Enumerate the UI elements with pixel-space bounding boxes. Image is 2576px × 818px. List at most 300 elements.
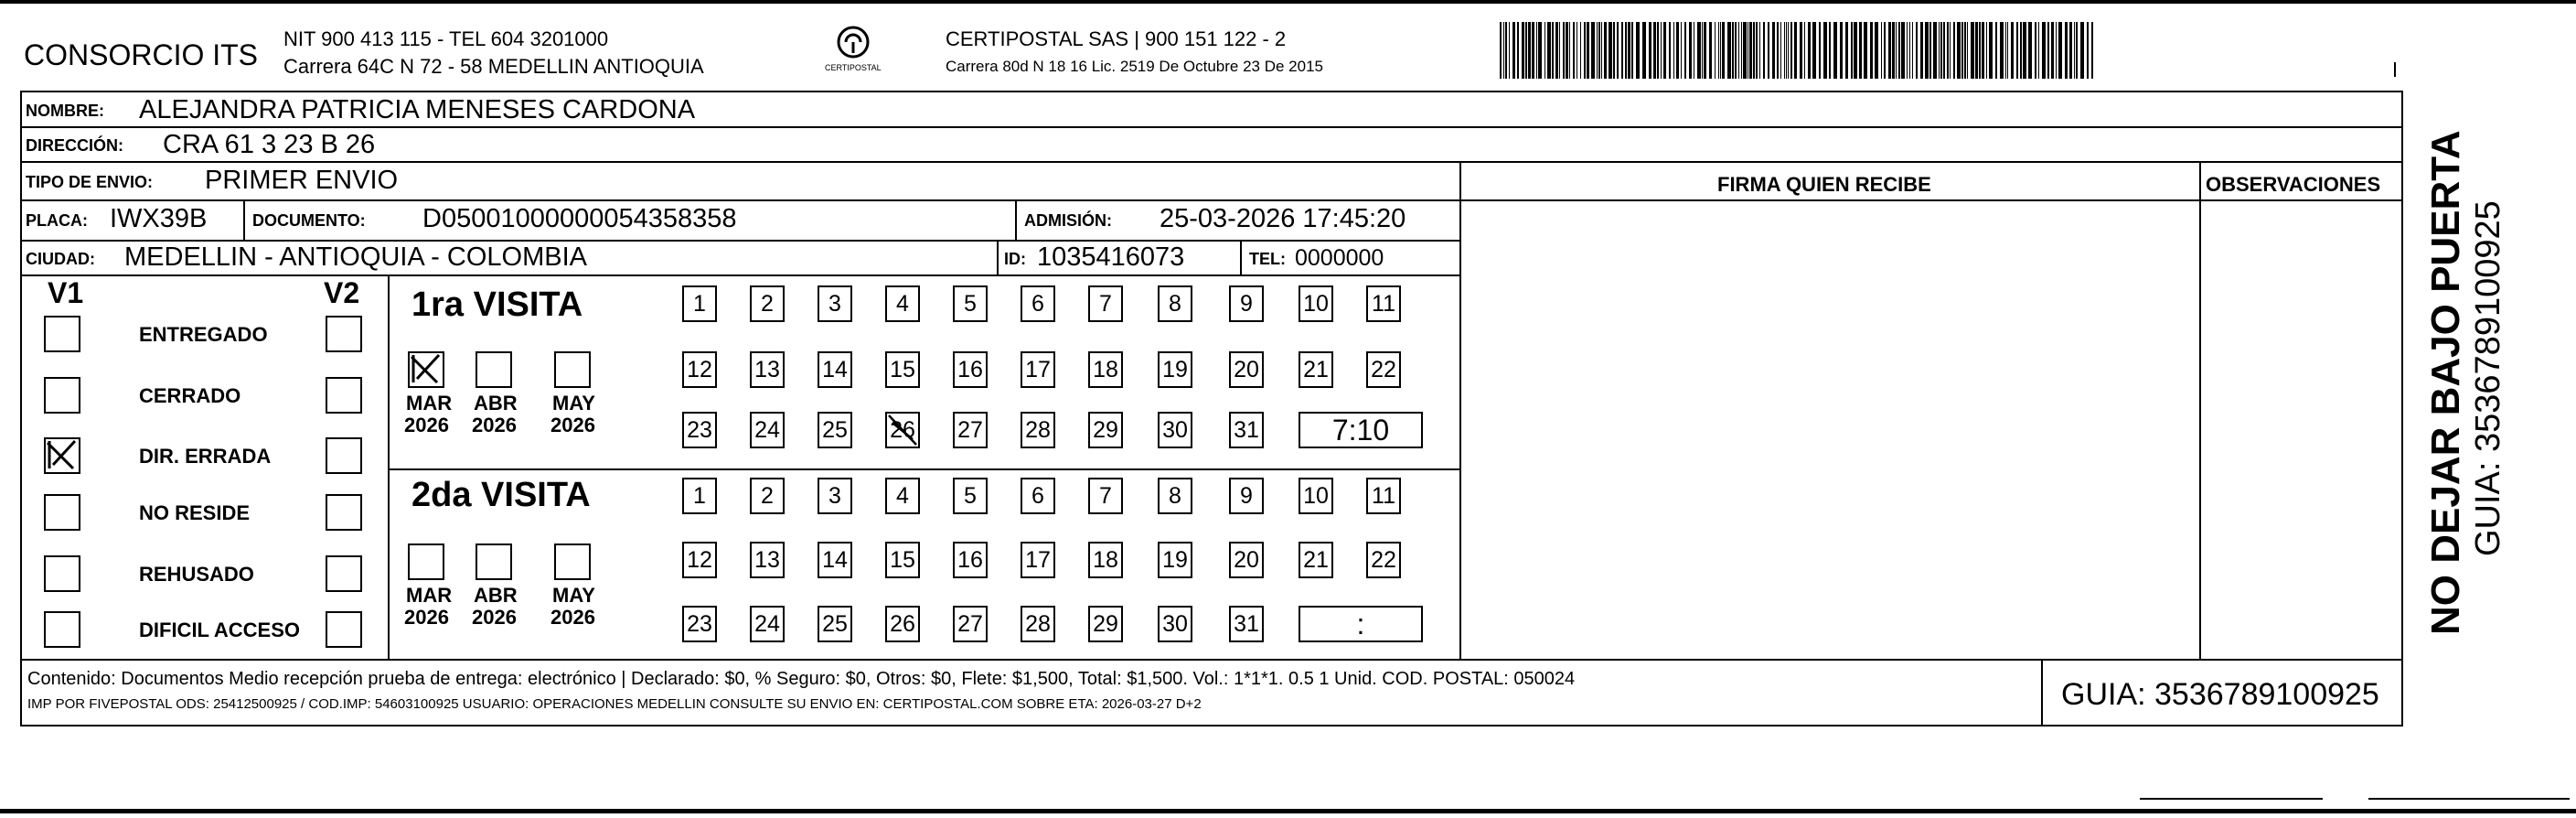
status-v2-checkbox[interactable] (326, 555, 362, 592)
barcode-bar (1587, 22, 1589, 79)
second-visit-label: 2da VISITA (412, 476, 591, 514)
barcode-bar (1738, 22, 1739, 79)
barcode-bar (1601, 22, 1602, 79)
barcode-bar (1684, 22, 1686, 79)
barcode-bar (2023, 22, 2026, 79)
barcode-bar (1676, 22, 1679, 79)
barcode-bar (1617, 22, 1619, 79)
direccion-label: DIRECCIÓN: (26, 136, 123, 155)
barcode-bar (2080, 22, 2084, 79)
barcode-bar (1720, 22, 1721, 79)
tipo-value: PRIMER ENVIO (205, 166, 399, 195)
barcode-bar (1547, 22, 1551, 79)
barcode-bar (1609, 22, 1612, 79)
status-v1-checkbox[interactable] (44, 494, 80, 531)
barcode-bar (1661, 22, 1662, 79)
barcode-bar (1933, 22, 1937, 79)
left-border (20, 91, 22, 727)
day-box[interactable]: 24 (750, 412, 785, 448)
visit-divider (388, 468, 1461, 470)
day-box[interactable]: 14 (818, 351, 852, 388)
status-v1-checkbox[interactable] (44, 316, 80, 352)
barcode-bar (2091, 22, 2093, 79)
barcode-bar (1649, 22, 1651, 79)
row-line-3 (20, 161, 2403, 163)
barcode-bar (1784, 22, 1785, 79)
barcode-bar (1916, 22, 1918, 79)
day-box[interactable]: 19 (1158, 351, 1192, 388)
day-box[interactable]: 9 (1229, 478, 1264, 514)
barcode-bar (1829, 22, 1831, 79)
barcode-bar (1732, 22, 1734, 79)
barcode-bar (1939, 22, 1940, 79)
status-label: CERRADO (139, 384, 241, 407)
footer-contenido: Contenido: Documentos Medio recepción prueba de entrega: electrónico | Declarado: $0, % Seguro: $0, Otros: $0, Flete: $1,500, Total: $1,500. Vol.: 1*1*1. 0.5 1 Unid. COD. POSTAL: 050024 (27, 669, 1576, 689)
v2-label: V2 (324, 276, 360, 309)
barcode-bar (1759, 22, 1760, 79)
barcode-bar (1709, 22, 1712, 79)
barcode-bar (1864, 22, 1867, 79)
barcode-bar (2087, 22, 2089, 79)
col-ciudad-id (997, 240, 999, 276)
day-box[interactable]: 7 (1088, 285, 1123, 322)
barcode-bar (1702, 22, 1703, 79)
day-box[interactable]: 11 (1366, 285, 1401, 322)
barcode-bar (1573, 22, 1575, 79)
header-tick (2394, 62, 2396, 77)
status-v1-checkbox[interactable] (44, 377, 80, 414)
row-line-6 (20, 274, 1461, 276)
barcode-bar (1907, 22, 1908, 79)
barcode-bar (1689, 22, 1692, 79)
barcode-bar (1569, 22, 1570, 79)
barcode-bar (1753, 22, 1755, 79)
col-placa-doc (243, 199, 245, 242)
barcode-bar (2028, 22, 2032, 79)
barcode-bar (1875, 22, 1878, 79)
barcode-bar (1517, 22, 1519, 79)
day-box[interactable]: 1 (682, 478, 717, 514)
day-box[interactable]: 20 (1229, 351, 1264, 388)
barcode-bar (1929, 22, 1931, 79)
company-name: CONSORCIO ITS (24, 38, 259, 71)
col-doc-adm (1015, 199, 1017, 242)
month-checkbox[interactable] (408, 544, 444, 580)
year-label: 2026 (550, 606, 595, 629)
day-box[interactable]: 23 (682, 412, 717, 448)
year-label: 2026 (550, 414, 595, 436)
barcode-bar (1673, 22, 1674, 79)
placa-value: IWX39B (110, 204, 208, 233)
barcode-bar (1967, 22, 1968, 79)
barcode-bar (1756, 22, 1758, 79)
barcode-bar (1870, 22, 1873, 79)
barcode-bar (1522, 22, 1524, 79)
day-box[interactable]: 19 (1158, 542, 1192, 578)
barcode-bar (2005, 22, 2006, 79)
side-warning: NO DEJAR BAJO PUERTA (2423, 130, 2468, 635)
barcode-bar (2051, 22, 2054, 79)
barcode-bar (1735, 22, 1737, 79)
month-checkbox[interactable] (476, 544, 512, 580)
barcode-bar (1845, 22, 1848, 79)
row-line-5 (20, 240, 1461, 242)
status-label: DIFICIL ACCESO (139, 619, 301, 641)
barcode-bar (2058, 22, 2062, 79)
barcode-bar (1722, 22, 1725, 79)
month-checkbox[interactable] (554, 351, 591, 388)
nombre-value: ALEJANDRA PATRICIA MENESES CARDONA (139, 95, 696, 124)
month-checkbox[interactable] (476, 351, 512, 388)
row-line-8 (20, 725, 2403, 727)
ciudad-label: CIUDAD: (26, 250, 95, 268)
status-label: DIR. ERRADA (139, 445, 272, 468)
day-box[interactable]: 8 (1158, 285, 1192, 322)
month-label: MAR (406, 584, 453, 607)
row-line-7 (20, 659, 2403, 661)
barcode-bar (1503, 22, 1504, 79)
barcode-bar (1950, 22, 1951, 79)
status-v1-checkbox[interactable] (44, 611, 80, 648)
first-visit-label: 1ra VISITA (412, 285, 583, 324)
row-line-4 (20, 199, 2403, 201)
day-box[interactable]: 16 (953, 542, 988, 578)
barcode-bar (1532, 22, 1534, 79)
barcode-bar (1727, 22, 1731, 79)
day-box[interactable]: 8 (1158, 478, 1192, 514)
month-label: ABR (474, 584, 518, 607)
barcode-bar (1854, 22, 1857, 79)
barcode-bar (1743, 22, 1747, 79)
barcode-bar (1628, 22, 1630, 79)
barcode-bar (1892, 22, 1895, 79)
day-box[interactable]: 1 (682, 285, 717, 322)
documento-label: DOCUMENTO: (252, 211, 366, 230)
barcode-bar (1808, 22, 1811, 79)
day-box[interactable]: 16 (953, 351, 988, 388)
status-label: NO RESIDE (139, 501, 251, 524)
day-box[interactable]: 29 (1088, 412, 1123, 448)
day-box[interactable]: 13 (750, 542, 785, 578)
barcode-bar (1563, 22, 1565, 79)
barcode-bar (1819, 22, 1821, 79)
day-box[interactable]: 5 (953, 285, 988, 322)
barcode-bar (1881, 22, 1882, 79)
day-box[interactable]: 31 (1229, 412, 1264, 448)
barcode-bar (2016, 22, 2018, 79)
year-label: 2026 (404, 414, 449, 436)
barcode-bar (1663, 22, 1666, 79)
day-box[interactable]: 28 (1021, 606, 1055, 642)
status-v2-checkbox[interactable] (326, 611, 362, 648)
day-box[interactable]: 25 (818, 412, 852, 448)
month-checkbox[interactable] (554, 544, 591, 580)
year-label: 2026 (404, 606, 449, 629)
barcode-bar (1528, 22, 1531, 79)
day-box[interactable]: 23 (682, 606, 717, 642)
direccion-value: CRA 61 3 23 B 26 (163, 130, 376, 159)
barcode-bar (1749, 22, 1752, 79)
barcode-bar (1788, 22, 1789, 79)
barcode-bar (1642, 22, 1646, 79)
day-box[interactable]: 18 (1088, 351, 1123, 388)
barcode-bar (1741, 22, 1742, 79)
barcode-bar (1525, 22, 1527, 79)
barcode-bar (1669, 22, 1671, 79)
barcode-bar (2042, 22, 2046, 79)
day-box[interactable]: 21 (1299, 351, 1333, 388)
day-box[interactable]: 10 (1299, 478, 1333, 514)
day-box[interactable]: 27 (953, 606, 988, 642)
day-box[interactable]: 21 (1299, 542, 1333, 578)
barcode-bar (1604, 22, 1607, 79)
day-box[interactable]: 29 (1088, 606, 1123, 642)
col-obs-left (2199, 161, 2201, 661)
barcode-bar (1772, 22, 1775, 79)
barcode-bar (1920, 22, 1923, 79)
barcode-bar (1957, 22, 1961, 79)
day-box[interactable]: 24 (750, 606, 785, 642)
barcode-bar (1580, 22, 1581, 79)
day-box[interactable]: 4 (885, 285, 920, 322)
barcode-bar (1584, 22, 1586, 79)
barcode-bar (1909, 22, 1910, 79)
barcode-bar (1509, 22, 1510, 79)
status-label: ENTREGADO (139, 323, 268, 346)
day-box[interactable]: 7 (1088, 478, 1123, 514)
observaciones-label: OBSERVACIONES (2206, 173, 2381, 196)
month-label: ABR (474, 392, 518, 414)
barcode-bar (1953, 22, 1955, 79)
barcode-bar (1555, 22, 1558, 79)
nombre-label: NOMBRE: (26, 102, 104, 120)
day-box[interactable]: 6 (1021, 478, 1055, 514)
barcode-bar (1943, 22, 1945, 79)
day-box[interactable]: 13 (750, 351, 785, 388)
barcode-bar (1979, 22, 1981, 79)
barcode-bar (1552, 22, 1554, 79)
barcode-bar (1851, 22, 1853, 79)
courier-address: Carrera 80d N 18 16 Lic. 2519 De Octubre 23 De 2015 (946, 58, 1323, 75)
barcode-bar (2056, 22, 2057, 79)
day-box[interactable]: 15 (885, 351, 920, 388)
status-v2-checkbox[interactable] (326, 494, 362, 531)
barcode-bar (1777, 22, 1779, 79)
barcode-bar (1697, 22, 1701, 79)
barcode-bar (1823, 22, 1827, 79)
barcode-bar (1898, 22, 1900, 79)
day-box[interactable]: 6 (1021, 285, 1055, 322)
barcode-bar (2069, 22, 2072, 79)
barcode-bar (1971, 22, 1974, 79)
barcode-bar (1631, 22, 1633, 79)
barcode-bar (2035, 22, 2036, 79)
day-box[interactable]: 14 (818, 542, 852, 578)
barcode-bar (2076, 22, 2078, 79)
barcode-bar (1804, 22, 1805, 79)
day-box[interactable]: 30 (1158, 606, 1192, 642)
barcode-bar (1625, 22, 1627, 79)
tel-value: 0000000 (1295, 245, 1384, 271)
status-v1-checkbox[interactable] (44, 437, 80, 474)
barcode-bar (1597, 22, 1598, 79)
placa-label: PLACA: (26, 211, 88, 230)
footer-guia: GUIA: 3536789100925 (2061, 677, 2379, 712)
status-v1-checkbox[interactable] (44, 555, 80, 592)
firma-label: FIRMA QUIEN RECIBE (1717, 173, 1931, 196)
barcode-bar (1888, 22, 1891, 79)
barcode-bar (1536, 22, 1537, 79)
bottom-dash-2 (2368, 798, 2570, 800)
day-box[interactable]: 11 (1366, 478, 1401, 514)
status-label: REHUSADO (139, 563, 254, 586)
day-box[interactable]: 17 (1021, 542, 1055, 578)
barcode-bar (1715, 22, 1716, 79)
id-label: ID: (1004, 250, 1026, 268)
day-box[interactable]: 3 (818, 285, 852, 322)
month-label: MAY (552, 584, 595, 607)
barcode-bar (1901, 22, 1905, 79)
barcode-bar (2074, 22, 2075, 79)
row-line-1 (20, 91, 2403, 92)
id-value: 1035416073 (1037, 242, 1185, 272)
barcode-bar (1833, 22, 1837, 79)
day-box[interactable]: 27 (953, 412, 988, 448)
barcode-bar (1718, 22, 1719, 79)
col-id-tel (1240, 240, 1242, 276)
v1-label: V1 (48, 276, 84, 309)
day-box[interactable]: 15 (885, 542, 920, 578)
month-label: MAR (406, 392, 453, 414)
barcode-bar (1884, 22, 1886, 79)
time-box[interactable]: 7:10 (1299, 412, 1423, 448)
day-box[interactable]: 12 (682, 351, 717, 388)
side-guia: GUIA: 3536789100925 (2469, 200, 2507, 556)
day-box[interactable]: 18 (1088, 542, 1123, 578)
day-box[interactable]: 10 (1299, 285, 1333, 322)
day-box[interactable]: 5 (953, 478, 988, 514)
barcode-bar (1986, 22, 1987, 79)
barcode-bar (1989, 22, 1993, 79)
day-box[interactable]: 2 (750, 285, 785, 322)
barcode-bar (2007, 22, 2008, 79)
barcode-bar (1653, 22, 1656, 79)
day-box[interactable]: 26 (885, 606, 920, 642)
barcode-bar (2000, 22, 2004, 79)
barcode-bar (1704, 22, 1706, 79)
day-box[interactable]: 12 (682, 542, 717, 578)
barcode-bar (1657, 22, 1659, 79)
company-nit: NIT 900 413 115 - TEL 604 3201000 (283, 27, 609, 50)
col-guia-footer (2041, 659, 2043, 727)
admision-label: ADMISIÓN: (1024, 211, 1112, 230)
barcode-bar (1961, 22, 1963, 79)
documento-value: D05001000000054358358 (422, 204, 737, 233)
barcode-bar (2038, 22, 2039, 79)
barcode-bar (1763, 22, 1765, 79)
tipo-label: TIPO DE ENVIO: (26, 173, 154, 191)
month-checkbox[interactable] (408, 351, 444, 388)
barcode-bar (1559, 22, 1560, 79)
barcode-bar (1794, 22, 1797, 79)
day-box[interactable]: 30 (1158, 412, 1192, 448)
day-box[interactable]: 28 (1021, 412, 1055, 448)
time-box[interactable]: : (1299, 606, 1423, 642)
barcode-bar (1790, 22, 1792, 79)
barcode-bar (1975, 22, 1978, 79)
year-label: 2026 (472, 606, 517, 629)
day-box[interactable]: 31 (1229, 606, 1264, 642)
barcode-bar (1896, 22, 1897, 79)
barcode-bar (1566, 22, 1568, 79)
day-box[interactable]: 20 (1229, 542, 1264, 578)
right-border (2401, 91, 2403, 727)
month-label: MAY (552, 392, 595, 414)
barcode-bar (1768, 22, 1769, 79)
barcode-bar (1621, 22, 1623, 79)
barcode-bar (1947, 22, 1949, 79)
barcode-bar (1591, 22, 1595, 79)
day-box[interactable]: 3 (818, 478, 852, 514)
barcode-bar (1925, 22, 1929, 79)
barcode-bar (1636, 22, 1640, 79)
barcode-bar (1512, 22, 1515, 79)
barcode-bar (1940, 22, 1942, 79)
barcode-bar (1995, 22, 1997, 79)
day-box[interactable]: 9 (1229, 285, 1264, 322)
day-box[interactable]: 2 (750, 478, 785, 514)
status-v2-checkbox[interactable] (326, 437, 362, 474)
barcode-bar (2065, 22, 2068, 79)
barcode-bar (1505, 22, 1507, 79)
ciudad-value: MEDELLIN - ANTIOQUIA - COLOMBIA (124, 242, 587, 272)
status-v2-checkbox[interactable] (326, 377, 362, 414)
barcode-bar (1786, 22, 1787, 79)
barcode-bar (1500, 22, 1502, 79)
barcode-bar (1982, 22, 1984, 79)
barcode-bar (1840, 22, 1843, 79)
tel-label: TEL: (1249, 250, 1286, 268)
footer-imp: IMP POR FIVEPOSTAL ODS: 25412500925 / COD.IMP: 54603100925 USUARIO: OPERACIONES MEDELLIN CONSULTE SU ENVIO EN: CERTIPOSTAL.COM SOBRE ETA: 2026-03-27 D+2 (27, 696, 1202, 712)
barcode-bar (2020, 22, 2022, 79)
barcode (1500, 22, 2231, 79)
barcode-bar (1800, 22, 1802, 79)
col-firma-left (1459, 161, 1461, 661)
company-address: Carrera 64C N 72 - 58 MEDELLIN ANTIOQUIA (283, 55, 704, 78)
barcode-bar (1964, 22, 1966, 79)
status-v2-checkbox[interactable] (326, 316, 362, 352)
day-box[interactable]: 22 (1366, 542, 1401, 578)
barcode-bar (1681, 22, 1682, 79)
barcode-bar (1859, 22, 1862, 79)
day-box[interactable]: 4 (885, 478, 920, 514)
col-status-visits (388, 274, 390, 661)
barcode-bar (1812, 22, 1816, 79)
barcode-bar (2011, 22, 2014, 79)
barcode-bar (2047, 22, 2049, 79)
day-box[interactable]: 17 (1021, 351, 1055, 388)
day-box[interactable]: 25 (818, 606, 852, 642)
courier-name: CERTIPOSTAL SAS | 900 151 122 - 2 (946, 27, 1287, 50)
certipostal-logo (812, 22, 894, 77)
barcode-bar (1912, 22, 1913, 79)
barcode-bar (1780, 22, 1781, 79)
row-line-2 (20, 126, 2403, 128)
barcode-bar (1598, 22, 1600, 79)
day-box[interactable]: 22 (1366, 351, 1401, 388)
admision-value: 25-03-2026 17:45:20 (1160, 204, 1406, 233)
day-box[interactable]: 26 (885, 412, 920, 448)
